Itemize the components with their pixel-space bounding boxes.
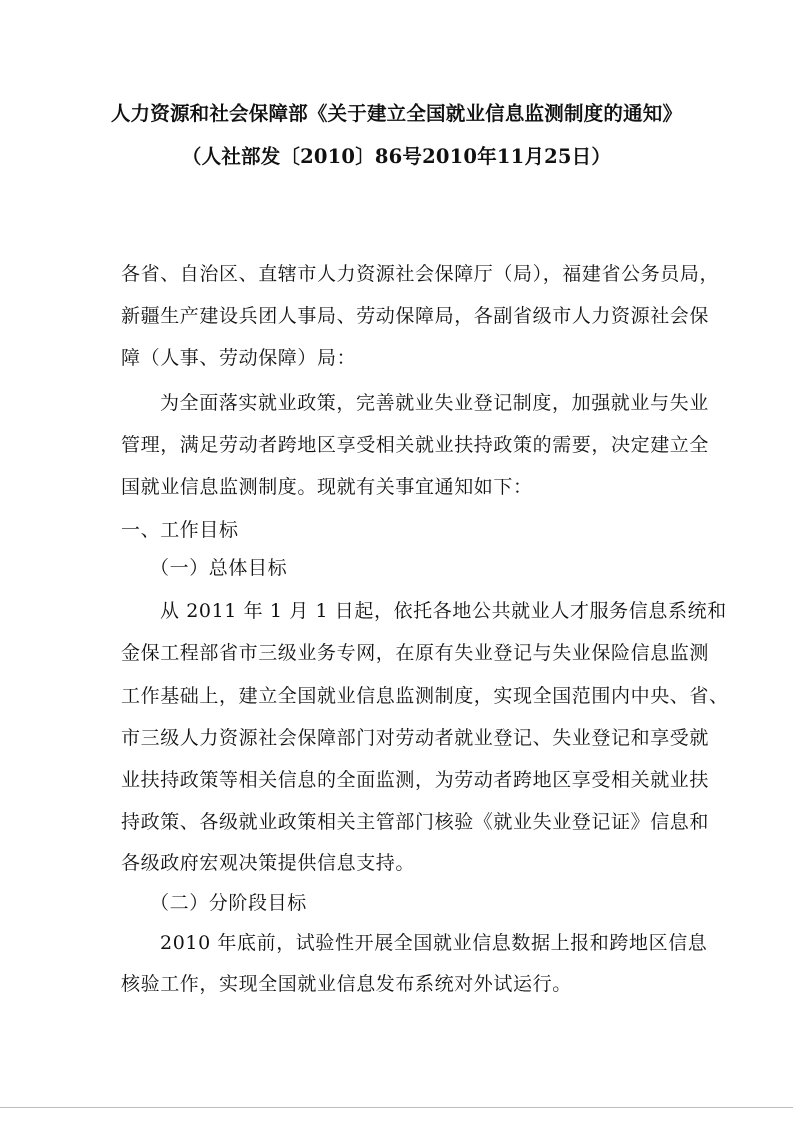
intro-paragraph-line-2: 管理，满足劳动者跨地区享受相关就业扶持政策的需要，决定建立全 [121,434,710,456]
overall-goal-line-6: 持政策、各级就业政策相关主管部门核验《就业失业登记证》信息和 [121,811,710,833]
recipients-line-1: 各省、自治区、直辖市人力资源社会保障厅（局），福建省公务员局， [121,263,720,285]
overall-goal-line-2: 金保工程部省市三级业务专网，在原有失业登记与失业保险信息监测 [121,642,710,664]
overall-goal-line-4: 市三级人力资源社会保障部门对劳动者就业登记、失业登记和享受就 [121,727,710,749]
overall-goal-line-5: 业扶持政策等相关信息的全面监测，为劳动者跨地区享受相关就业扶 [121,769,710,791]
recipients-line-2: 新疆生产建设兵团人事局、劳动保障局，各副省级市人力资源社会保 [121,305,710,327]
phase-goal-line-2: 核验工作，实现全国就业信息发布系统对外试运行。 [121,973,572,995]
overall-goal-line-3: 工作基础上，建立全国就业信息监测制度，实现全国范围内中央、省、 [121,685,729,707]
recipients-line-3: 障（人事、劳动保障）局： [121,347,357,369]
intro-paragraph-line-3: 国就业信息监测制度。现就有关事宜通知如下： [121,476,533,498]
section-heading-1: 一、工作目标 [121,519,239,541]
page-bottom-divider [0,1107,793,1108]
subsection-heading-1: （一）总体目标 [150,557,288,579]
overall-goal-line-7: 各级政府宏观决策提供信息支持。 [121,852,416,874]
document-title: 人力资源和社会保障部《关于建立全国就业信息监测制度的通知》 [110,102,683,125]
subsection-heading-2: （二）分阶段目标 [150,892,307,914]
document-subtitle: （人社部发〔2010〕86号2010年11月25日） [181,145,612,168]
overall-goal-line-1: 从 2011 年 1 月 1 日起，依托各地公共就业人才服务信息系统和 [160,600,727,622]
intro-paragraph-line-1: 为全面落实就业政策，完善就业失业登记制度，加强就业与失业 [160,392,709,414]
phase-goal-line-1: 2010 年底前，试验性开展全国就业信息数据上报和跨地区信息 [160,932,708,954]
